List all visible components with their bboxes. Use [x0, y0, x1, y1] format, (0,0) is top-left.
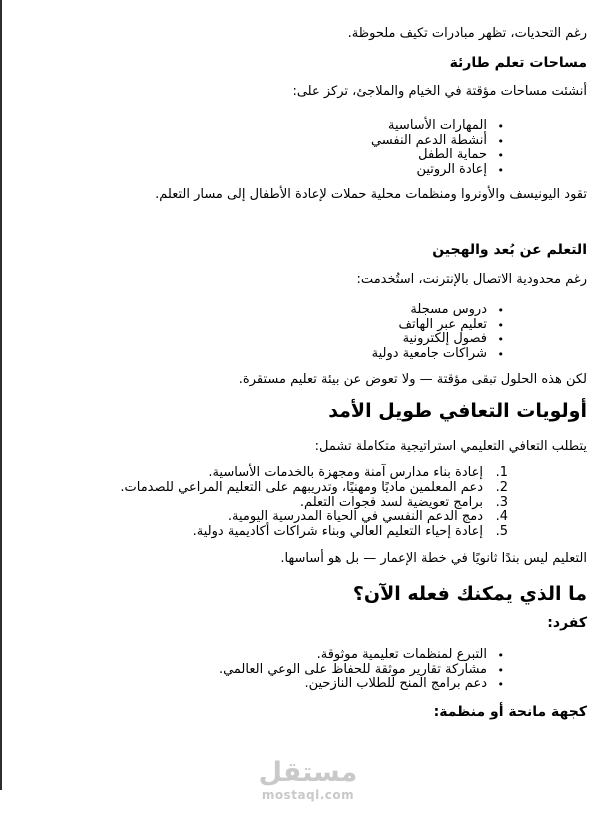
list-item	[29, 134, 504, 149]
bullet-icon: •	[497, 347, 504, 361]
list-number: 5.	[495, 524, 508, 540]
list-item	[29, 163, 504, 178]
individual-actions-list	[29, 648, 504, 692]
list-item-text: إعادة الروتين	[416, 161, 487, 177]
subheading-as-individual: كفرد:	[547, 615, 587, 631]
bullet-icon: •	[497, 678, 504, 691]
list-item	[29, 663, 504, 678]
bullet-icon: •	[497, 134, 504, 148]
list-number: 2.	[495, 479, 508, 495]
recovery-priorities-list	[29, 466, 508, 540]
numbered-item	[29, 510, 508, 525]
bullet-icon: •	[497, 120, 504, 133]
mostaql-logo: مستقل	[258, 757, 358, 788]
remote-learning-lead: رغم محدودية الاتصال بالإنترنت، استُخدمت:	[356, 272, 587, 287]
numbered-item	[29, 525, 508, 540]
list-item	[29, 148, 504, 163]
list-item	[29, 303, 504, 318]
list-item	[29, 347, 504, 362]
bullet-icon: •	[497, 163, 504, 177]
bullet-icon: •	[497, 304, 504, 317]
intro-paragraph: رغم التحديات، تظهر مبادرات تكيف ملحوظة.	[347, 26, 587, 41]
list-number: 4.	[495, 509, 508, 525]
bullet-icon: •	[497, 149, 504, 162]
list-item-text: إعادة إحياء التعليم العالي وبناء شراكات أكاديمية دولية.	[192, 524, 483, 540]
mostaql-site-url: mostaql.com	[261, 788, 355, 802]
list-item-text: دمج الدعم النفسي في الحياة المدرسية اليومية.	[227, 509, 483, 525]
recovery-note: التعليم ليس بندًا ثانويًا في خطة الإعمار — بل هو أساسها.	[280, 551, 587, 566]
list-item	[29, 119, 504, 134]
numbered-item	[29, 466, 508, 481]
list-item-text: دعم المعلمين ماديًا ومهنيًا، وتدريبهم على التعليم المراعي للصدمات.	[120, 479, 483, 495]
bullet-icon: •	[497, 663, 504, 677]
list-item-text: شراكات جامعية دولية	[371, 345, 487, 361]
subheading-as-donor-organization: كجهة مانحة أو منظمة:	[433, 704, 587, 720]
section-title-long-term-recovery: أولويات التعافي طويل الأمد	[328, 400, 587, 422]
list-number: 1.	[495, 465, 508, 480]
recovery-lead: يتطلب التعافي التعليمي استراتيجية متكاملة تشمل:	[314, 439, 587, 454]
list-item-text: برامج تعويضية لسد فجوات التعلم.	[299, 494, 483, 510]
bullet-icon: •	[497, 333, 504, 346]
list-number: 3.	[495, 494, 508, 510]
emergency-spaces-note: تقود اليونيسف والأونروا ومنظمات محلية حملات لإعادة الأطفال إلى مسار التعلم.	[155, 187, 587, 202]
list-item	[29, 648, 504, 663]
list-item-text: التبرع لمنظمات تعليمية موثوقة.	[316, 647, 487, 662]
list-item-text: أنشطة الدعم النفسي	[370, 132, 487, 148]
list-item	[29, 318, 504, 333]
list-item-text: فصول إلكترونية	[402, 331, 487, 346]
list-item-text: إعادة بناء مدارس آمنة ومجهزة بالخدمات الأساسية.	[208, 465, 483, 480]
list-item-text: دروس مسجلة	[410, 302, 487, 317]
numbered-item	[29, 496, 508, 511]
bullet-icon: •	[497, 649, 504, 662]
section-title-remote-hybrid-learning: التعلم عن بُعد والهجين	[432, 242, 587, 258]
list-item-text: دعم برامج المنح للطلاب النازحين.	[304, 676, 487, 691]
list-item-text: تعليم عبر الهاتف	[398, 316, 487, 332]
list-item-text: حماية الطفل	[418, 147, 487, 162]
section-title-what-you-can-do: ما الذي يمكنك فعله الآن؟	[352, 583, 587, 605]
mostaql-watermark	[0, 757, 616, 802]
list-item-text: المهارات الأساسية	[388, 118, 487, 133]
section-title-emergency-learning-spaces: مساحات تعلم طارئة	[449, 55, 587, 71]
remote-learning-note: لكن هذه الحلول تبقى مؤقتة — ولا تعوض عن بيئة تعليم مستقرة.	[238, 372, 587, 387]
list-item	[29, 677, 504, 692]
bullet-icon: •	[497, 318, 504, 332]
numbered-item	[29, 481, 508, 496]
page-edge-line	[0, 0, 2, 790]
emergency-spaces-list	[29, 119, 504, 177]
list-item	[29, 332, 504, 347]
remote-learning-list	[29, 303, 504, 361]
list-item-text: مشاركة تقارير موثقة للحفاظ على الوعي العالمي.	[218, 661, 487, 677]
emergency-spaces-lead: أنشئت مساحات مؤقتة في الخيام والملاجئ، تركز على:	[292, 84, 587, 99]
